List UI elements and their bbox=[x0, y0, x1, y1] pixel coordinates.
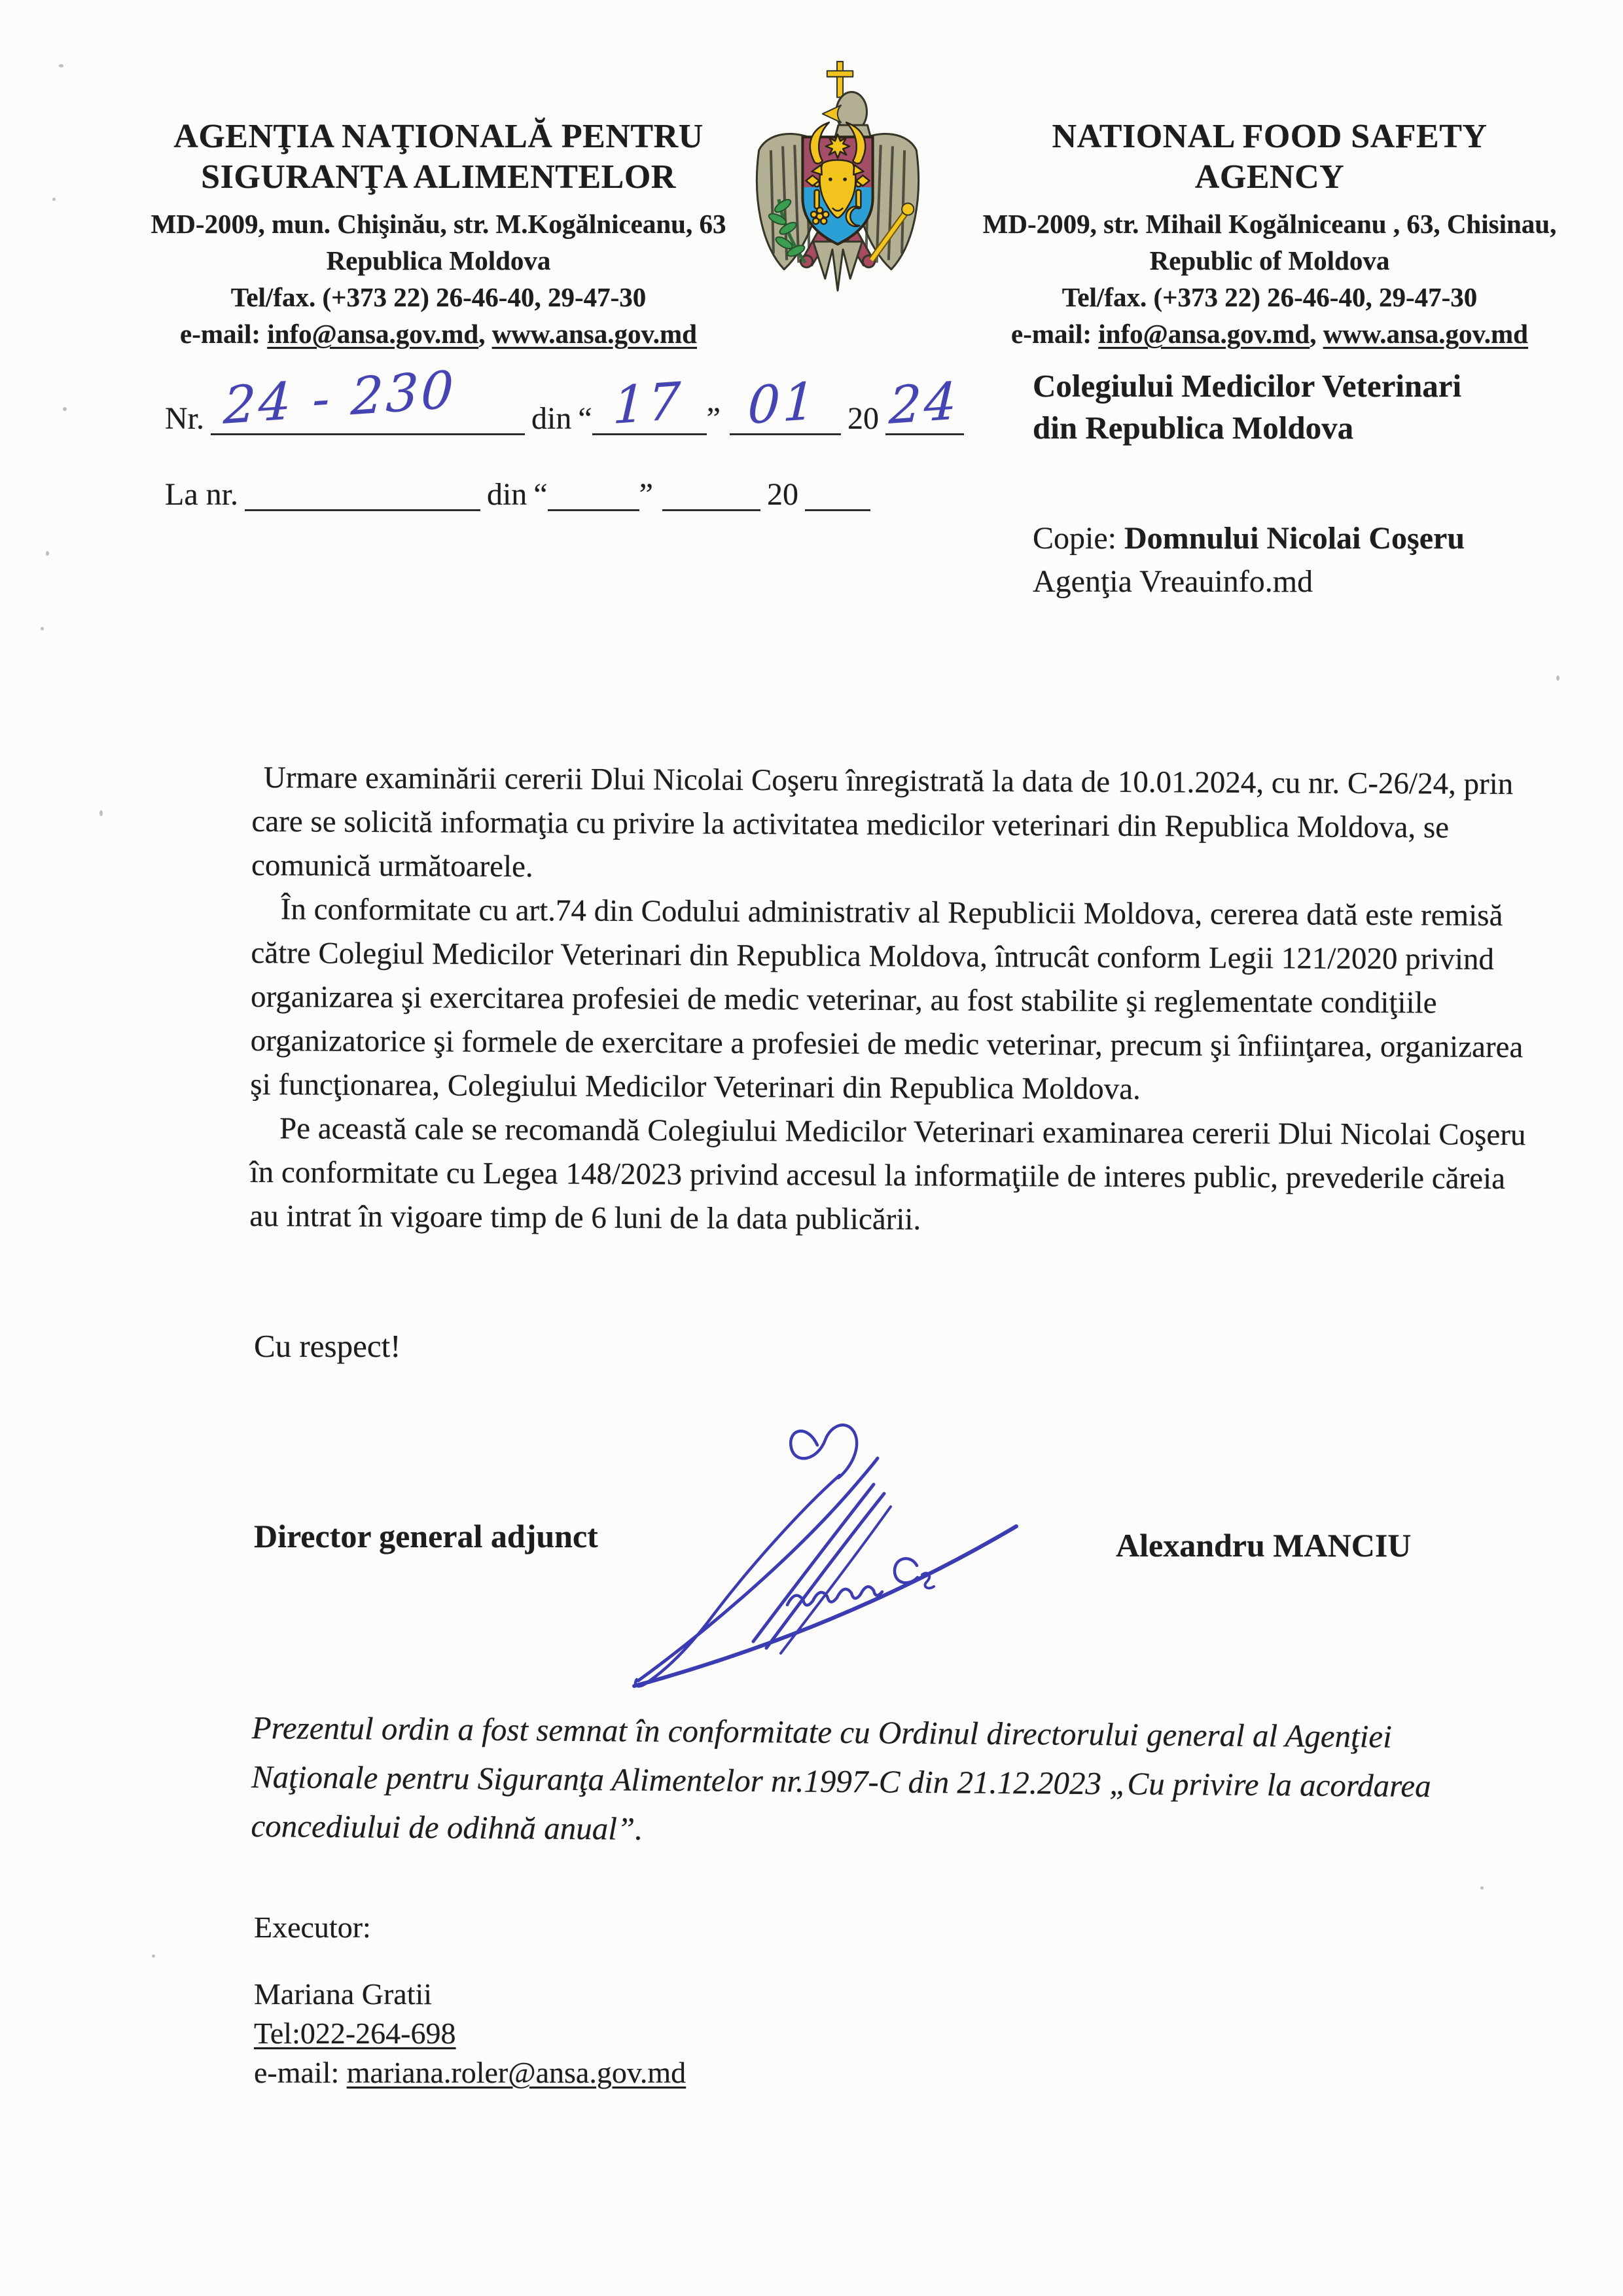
year-prefix: 20 bbox=[766, 477, 798, 512]
org-name-ro-line2: SIGURANŢA ALIMENTELOR bbox=[201, 158, 676, 196]
recipient-name-line2: din Republica Moldova bbox=[1033, 410, 1354, 446]
executor-name: Mariana Gratii bbox=[254, 1977, 433, 2011]
handwritten-day: 17 bbox=[611, 372, 684, 436]
copy-recipient-block bbox=[1033, 517, 1596, 603]
la-nr-label: La nr. bbox=[165, 477, 238, 512]
org-name-en-line1: NATIONAL FOOD SAFETY bbox=[1052, 118, 1488, 155]
scan-speck bbox=[52, 198, 56, 201]
email-link: info@ansa.gov.md bbox=[267, 319, 479, 349]
la-month-slot bbox=[662, 501, 760, 511]
scan-speck bbox=[152, 1954, 155, 1958]
day-slot bbox=[592, 372, 707, 436]
registration-number-line bbox=[165, 360, 964, 437]
org-block-romanian bbox=[111, 117, 766, 352]
handwritten-month: 01 bbox=[746, 372, 819, 436]
separator: , bbox=[478, 319, 492, 349]
org-address-ro-line1: MD-2009, mun. Chişinău, str. M.Kogălniceanu, 63 bbox=[151, 209, 726, 239]
scan-speck bbox=[59, 64, 63, 67]
signature-ink-icon bbox=[592, 1368, 1050, 1702]
separator: , bbox=[1310, 319, 1323, 349]
salutation: Cu respect! bbox=[254, 1328, 401, 1364]
org-phone-ro: Tel/fax. (+373 22) 26-46-40, 29-47-30 bbox=[230, 282, 647, 312]
email-link: info@ansa.gov.md bbox=[1098, 319, 1310, 349]
incoming-number-line bbox=[165, 476, 870, 512]
scan-speck bbox=[46, 551, 49, 556]
letter-body bbox=[249, 756, 1533, 1245]
handwritten-signature bbox=[592, 1368, 1050, 1702]
copy-org: Agenţia Vreauinfo.md bbox=[1033, 564, 1313, 599]
signatory-title: Director general adjunct bbox=[254, 1518, 598, 1554]
org-phone-en: Tel/fax. (+373 22) 26-46-40, 29-47-30 bbox=[1061, 282, 1478, 312]
executor-email: mariana.roler@ansa.gov.md bbox=[346, 2056, 687, 2089]
org-name-ro bbox=[111, 117, 766, 198]
body-paragraph-1: Urmare examinării cererii Dlui Nicolai Coşeru înregistrată la data de 10.01.2024, cu nr. C-26/24, prin care se solicită informaţia cu privire la activitatea medicilor veterinari din Republica Moldova, se comunică următoarele. bbox=[251, 761, 1514, 884]
org-name-ro-line1: AGENŢIA NAŢIONALĂ PENTRU bbox=[173, 118, 704, 155]
executor-label: Executor: bbox=[254, 1910, 371, 1944]
website-link: www.ansa.gov.md bbox=[491, 319, 697, 349]
executor-phone: Tel:022-264-698 bbox=[254, 2017, 456, 2050]
handwritten-nr-value: 24 - 230 bbox=[223, 360, 457, 436]
org-address-en-line2: Republic of Moldova bbox=[1149, 245, 1390, 276]
coat-of-arms-svg bbox=[741, 58, 934, 296]
email-label: e-mail: bbox=[254, 2056, 347, 2089]
nr-value-slot bbox=[211, 360, 525, 436]
la-nr-value-slot bbox=[245, 501, 480, 511]
org-address-ro-line2: Republica Moldova bbox=[326, 245, 551, 276]
scan-speck bbox=[99, 810, 103, 816]
recipient-name-line1: Colegiului Medicilor Veterinari bbox=[1033, 368, 1462, 404]
la-day-slot bbox=[548, 501, 639, 511]
copy-name: Domnului Nicolai Coşeru bbox=[1124, 521, 1465, 556]
org-email-line-en bbox=[949, 315, 1590, 352]
org-name-en bbox=[949, 117, 1590, 198]
year-slot bbox=[885, 372, 964, 436]
open-quote: “ bbox=[533, 477, 548, 512]
close-quote: ” bbox=[639, 477, 653, 512]
org-address-ro bbox=[111, 206, 766, 352]
copy-line bbox=[1033, 517, 1596, 560]
email-label: e-mail: bbox=[1011, 319, 1099, 349]
org-address-en bbox=[949, 206, 1590, 352]
org-name-en-line2: AGENCY bbox=[1194, 158, 1345, 196]
close-quote: ” bbox=[706, 401, 721, 436]
org-address-en-line1: MD-2009, str. Mihail Kogălniceanu , 63, Chisinau, bbox=[982, 209, 1557, 239]
website-link: www.ansa.gov.md bbox=[1323, 319, 1528, 349]
executor-email-line bbox=[254, 2055, 686, 2090]
body-paragraph-3: Pe această cale se recomandă Colegiului Medicilor Veterinari examinarea cererii Dlui Nicolai Coşeru în conformitate cu Legea 148/2023 privind accesul la informaţiile de interes public, prevederile căreia au intrat în vigoare timp de 6 luni de la data publicării. bbox=[249, 1111, 1526, 1237]
handwritten-year: 24 bbox=[887, 372, 961, 436]
scan-speck bbox=[1556, 675, 1560, 681]
month-slot bbox=[730, 372, 841, 436]
la-year-slot bbox=[805, 501, 870, 511]
year-prefix: 20 bbox=[847, 401, 879, 436]
scan-speck bbox=[41, 627, 44, 630]
scan-speck bbox=[63, 407, 67, 411]
nr-label: Nr. bbox=[165, 401, 204, 436]
org-block-english bbox=[949, 117, 1590, 352]
email-label: e-mail: bbox=[180, 319, 268, 349]
org-email-line-ro bbox=[111, 315, 766, 352]
scan-speck bbox=[1480, 1886, 1484, 1890]
recipient-block bbox=[1033, 365, 1576, 449]
signatory-name: Alexandru MANCIU bbox=[1116, 1527, 1412, 1564]
open-quote: “ bbox=[578, 401, 592, 436]
signing-note: Prezentul ordin a fost semnat în conformitate cu Ordinul directorului general al Agenţiei Naţionale pentru Siguranţa Alimentelor nr.1997-C din 21.12.2023 „Cu privire la acordarea concediului de odihnă anual”. bbox=[251, 1709, 1431, 1847]
copy-label: Copie: bbox=[1033, 521, 1124, 556]
din-label: din bbox=[486, 477, 527, 512]
din-label: din bbox=[531, 401, 572, 436]
moldova-coat-of-arms-icon bbox=[741, 58, 934, 296]
body-paragraph-2: În conformitate cu art.74 din Codului administrativ al Republicii Moldova, cererea dată este remisă către Colegiul Medicilor Veterinari din Republica Moldova, întrucât conform Legii 121/2020 privind organizarea şi exercitarea profesiei de medic veterinar, au fost stabilite şi reglementate condiţiile organizatorice şi formele de exercitare a profesiei de medic veterinar, precum şi înfiinţarea, organizarea şi funcţionarea, Colegiului Medicilor Veterinari din Republica Moldova. bbox=[250, 892, 1524, 1107]
